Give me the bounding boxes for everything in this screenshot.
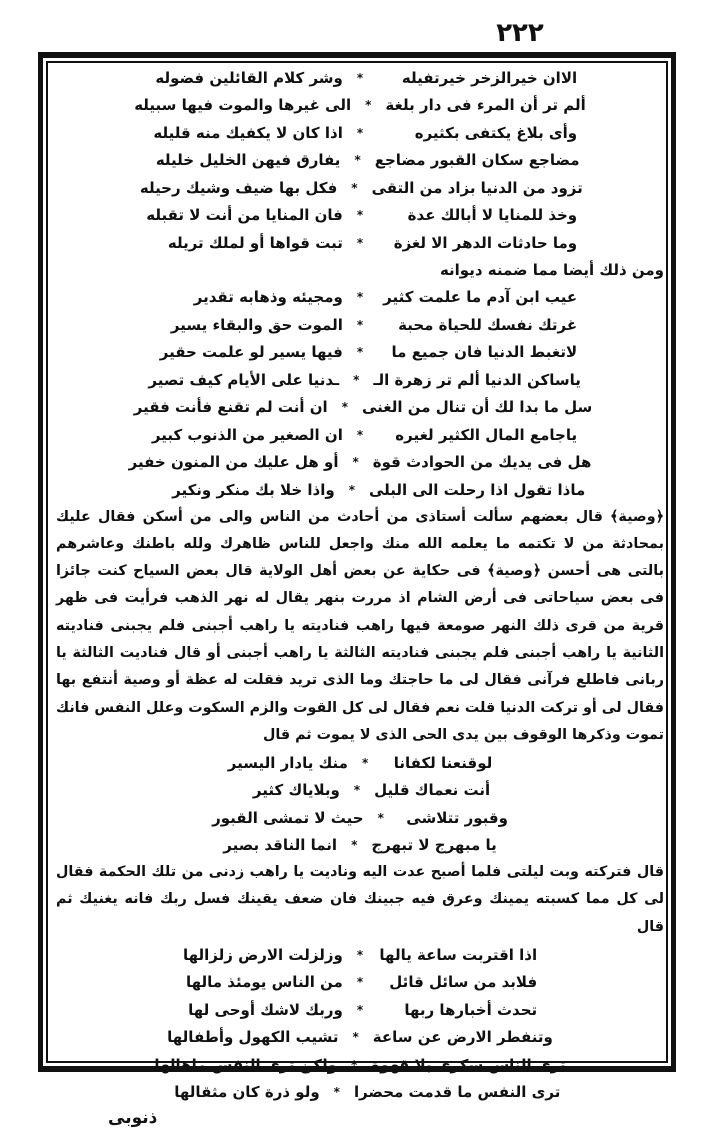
- separator-star-icon: *: [351, 838, 358, 853]
- prose-text: فى حكاية عن بعض أهل الولاية قال بعض السياح كنت جائزا فى بعض سياحاتى فى أرض الشام اذ مررت بنهر يقال له نهر الذهب فرأيت فى ظهر قرية من قرى ذلك النهر صومعة فيها راهب فناديته يا راهب أجبنى فلم يجبنى فناديته الثانية يا راهب أجبنى فلم يجبنى فناديته الثالثة يا راهب أجبنى أو قال فناديت الثالثة يا ربانى فاطلع فرآنى فقال لى ما حاجتك وما الذى تريد فقلت له عظة أو وصية أنتفع بها فقال لى أو تركت الدنيا قلت نعم فقال لى كل القوت والزم السكوت وعلل النفس فانك تموت وذكرها الوقوف بين يدى الحى الذى لا يموت ثم قال: [56, 563, 664, 743]
- verse-line: [50, 449, 670, 477]
- hemistich-second: فكل بها ضيف وشيك رحيله: [139, 178, 338, 197]
- prose-paragraph-continuation: قال فتركته وبت ليلتى فلما أصبح عدت اليه وناديت يا راهب زدنى من تلك الحكمة فقال لى كل مما كسبته يمينك وعرق فيه جبينك فان ضعف يقينك فسل ربك فانه يغنيك ثم قال: [56, 864, 664, 935]
- separator-star-icon: *: [351, 180, 358, 195]
- hemistich-first: فلابد من سائل قائل: [389, 973, 538, 992]
- hemistich-second: ومجيئه وذهابه تقدير: [193, 288, 343, 307]
- hemistich-first: وتنفطر الارض عن ساعة: [372, 1028, 553, 1047]
- hemistich-first: ترى النفس ما قدمت محضرا: [353, 1083, 561, 1102]
- separator-star-icon: *: [333, 1085, 340, 1100]
- hemistich-first: لاتغبط الدنيا فان جميع ما: [391, 343, 578, 362]
- hemistich-second: ان الصغير من الذنوب كبير: [151, 425, 343, 444]
- hemistich-first: الاان خيرالزخر خيرتفيله: [401, 68, 578, 87]
- page-number: ٢٢٢: [496, 18, 544, 48]
- hemistich-first: ألم تر أن المرء فى دار بلغة: [385, 96, 586, 115]
- section-label-wasiyya: ﴿وصية﴾: [610, 508, 664, 525]
- separator-star-icon: *: [356, 125, 364, 140]
- separator-star-icon: *: [356, 947, 364, 962]
- separator-star-icon: *: [341, 400, 348, 415]
- hemistich-second: انما الناقد بصير: [223, 836, 338, 855]
- verse-line: [50, 1024, 670, 1052]
- separator-star-icon: *: [356, 427, 364, 442]
- hemistich-second: ولو ذرة كان مثقالها: [174, 1083, 320, 1102]
- hemistich-second: منك يادار اليسير: [227, 753, 348, 772]
- separator-star-icon: *: [356, 345, 364, 360]
- hemistich-first: ترى الناس سكرى بلا قهوة: [371, 1055, 566, 1074]
- separator-star-icon: *: [356, 208, 364, 223]
- hemistich-second: وربك لاشك أوحى لها: [188, 1000, 343, 1019]
- verse-line: [50, 311, 670, 339]
- verse-line: [50, 996, 670, 1024]
- hemistich-first: سل ما بدا لك أن تنال من الغنى: [361, 398, 593, 417]
- poem-block-3: [50, 749, 670, 859]
- catchword: ذنوبى: [108, 1108, 158, 1128]
- hemistich-first: وما حادثات الدهر الا لغزة: [393, 233, 578, 252]
- hemistich-first: يا مبهرج لا تبهرج: [371, 836, 497, 855]
- separator-star-icon: *: [361, 755, 369, 770]
- verse-line: [50, 1079, 670, 1107]
- poem-block-1: [50, 64, 670, 257]
- page-content: [50, 62, 670, 1102]
- hemistich-second: من الناس يومئذ مالها: [185, 973, 343, 992]
- prose-text: قال بعضهم سألت أستاذى من أحادث من الناس والى من أسكن فقال عليك بمحادثة من لا تكتمه ما يعلمه الله منك واجعل للناس ظاهرك ولله باطنك وعاشرهم بالتى هى أحسن: [56, 508, 664, 580]
- separator-star-icon: *: [356, 290, 364, 305]
- separator-star-icon: *: [354, 153, 361, 168]
- hemistich-first: مضاجع سكان القبور مضاجع: [374, 151, 580, 170]
- hemistich-first: غرتك نفسك للحياة محبة: [398, 315, 578, 334]
- hemistich-first: عيب ابن آدم ما علمت كثير: [383, 288, 578, 307]
- separator-star-icon: *: [356, 70, 364, 85]
- separator-star-icon: *: [356, 975, 364, 990]
- hemistich-first: تزود من الدنيا بزاد من التقى: [371, 178, 583, 197]
- separator-star-icon: *: [356, 1002, 364, 1017]
- separator-star-icon: *: [352, 1030, 359, 1045]
- hemistich-second: الموت حق والبقاء يسير: [170, 315, 343, 334]
- verse-line: [50, 339, 670, 367]
- separator-star-icon: *: [353, 783, 361, 798]
- verse-line: [50, 64, 670, 92]
- section-heading: ومن ذلك أيضا مما ضمنه ديوانه: [439, 260, 664, 279]
- verse-line: [50, 969, 670, 997]
- hemistich-second: واذا خلا بك منكر ونكير: [172, 480, 335, 499]
- hemistich-second: الى غيرها والموت فيها سبيله: [134, 96, 352, 115]
- verse-line: [50, 941, 670, 969]
- hemistich-first: وأى بلاغ يكتفى بكثيره: [414, 123, 578, 142]
- verse-line: [50, 147, 670, 175]
- hemistich-first: لوقنعنا لكفانا: [393, 753, 493, 772]
- poem-block-4: [50, 941, 670, 1106]
- hemistich-first: ياجامع المال الكثير لغيره: [395, 425, 578, 444]
- verse-line: [50, 92, 670, 120]
- hemistich-first: ياساكن الدنيا ألم تر زهرة الـ: [373, 370, 581, 389]
- separator-star-icon: *: [356, 317, 364, 332]
- hemistich-second: وزلزلت الارض زلزالها: [182, 945, 343, 964]
- separator-star-icon: *: [350, 1057, 358, 1072]
- section-label-wasiyya: ﴿وصية﴾: [487, 563, 542, 580]
- hemistich-second: ـدنيا على الأيام كيف تصير: [148, 370, 340, 389]
- hemistich-first: أنت نعماك قليل: [374, 781, 491, 800]
- hemistich-second: فان المنايا من أنت لا تقبله: [146, 206, 343, 225]
- hemistich-second: أو هل عليك من المنون خفير: [128, 453, 339, 472]
- verse-line: [50, 421, 670, 449]
- hemistich-first: اذا اقتربت ساعة يالها: [379, 945, 538, 964]
- verse-line: [50, 229, 670, 257]
- separator-star-icon: *: [353, 372, 360, 387]
- hemistich-second: فيها يسير لو علمت حقير: [159, 343, 343, 362]
- hemistich-first: وقبور تتلاشى: [406, 808, 508, 827]
- hemistich-second: وبلاياك كثير: [252, 781, 340, 800]
- hemistich-first: ماذا تقول اذا رحلت الى البلى: [369, 480, 586, 499]
- verse-line: [50, 366, 670, 394]
- verse-line: [50, 284, 670, 312]
- verse-line: [50, 804, 670, 832]
- hemistich-second: اذا كان لا يكفيك منه قليله: [153, 123, 343, 142]
- separator-star-icon: *: [377, 810, 384, 825]
- verse-line: [50, 119, 670, 147]
- verse-line: [50, 476, 670, 504]
- verse-line: [50, 749, 670, 777]
- verse-line: [50, 174, 670, 202]
- verse-line: [50, 394, 670, 422]
- hemistich-first: وخذ للمنايا لا أبالك عدة: [407, 206, 578, 225]
- prose-paragraph-wasiyya: [50, 504, 670, 750]
- separator-star-icon: *: [365, 98, 372, 113]
- separator-star-icon: *: [348, 482, 355, 497]
- hemistich-second: يفارق فيهن الخليل خليله: [155, 151, 341, 170]
- verse-line: [50, 832, 670, 860]
- hemistich-second: تبت قواها أو لملك تريله: [167, 233, 343, 252]
- hemistich-second: حيث لا تمشى القبور: [212, 808, 364, 827]
- verse-line: [50, 1051, 670, 1079]
- separator-star-icon: *: [356, 235, 364, 250]
- verse-line: [50, 777, 670, 805]
- hemistich-second: ولكن ترى النفس ماهالها: [154, 1055, 337, 1074]
- separator-star-icon: *: [352, 455, 359, 470]
- verse-line: [50, 202, 670, 230]
- hemistich-second: وشر كلام القائلين فضوله: [155, 68, 343, 87]
- poem-block-2: [50, 284, 670, 504]
- hemistich-first: هل فى يديك من الحوادث قوة: [372, 453, 592, 472]
- hemistich-second: ان أنت لم تقنع فأنت فقير: [133, 398, 328, 417]
- hemistich-second: تشيب الكهول وأطفالها: [167, 1028, 339, 1047]
- hemistich-first: تحدث أخبارها ربها: [404, 1000, 538, 1019]
